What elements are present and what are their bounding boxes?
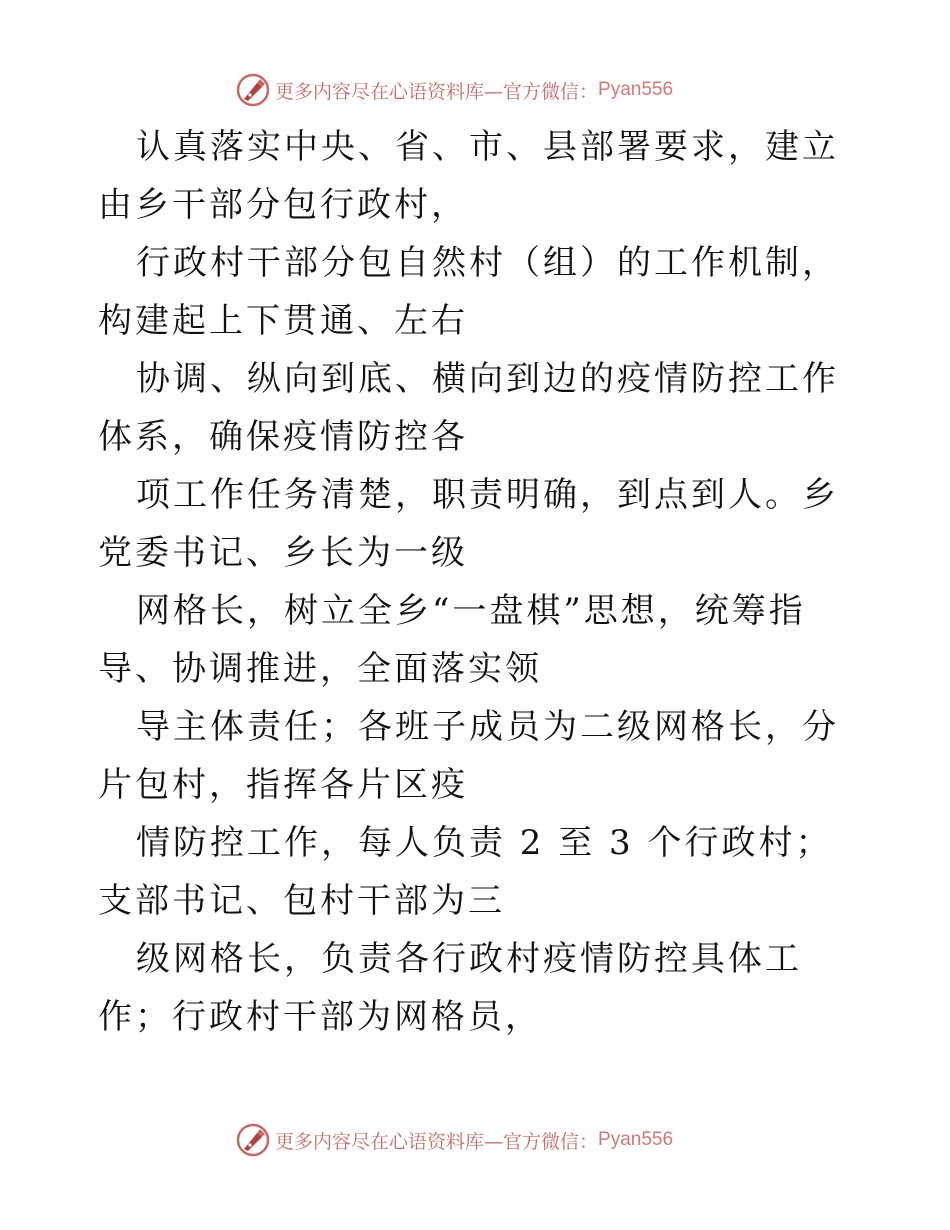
header-watermark [235, 72, 755, 108]
watermark-text: 更多内容尽在心语资料库—官方微信： [275, 80, 599, 103]
paragraph: 认真落实中央、省、市、县部署要求，建立由乡干部分包行政村， [98, 127, 839, 225]
footer-watermark [235, 1122, 755, 1158]
paragraph: 级网格长，负责各行政村疫情防控具体工作；行政村干部为网格员， [98, 939, 802, 1037]
document-body [98, 118, 858, 1046]
watermark-brand: Pyan556 [598, 1129, 674, 1150]
paragraph: 行政村干部分包自然村（组）的工作机制，构建起上下贯通、左右 [98, 243, 839, 341]
pen-nib-logo-icon [235, 1122, 271, 1158]
pen-nib-logo-icon [235, 72, 271, 108]
paragraph: 项工作任务清楚，职责明确，到点到人。乡党委书记、乡长为一级 [98, 475, 839, 573]
watermark-brand: Pyan556 [598, 79, 674, 100]
paragraph: 协调、纵向到底、横向到边的疫情防控工作体系，确保疫情防控各 [98, 359, 839, 457]
paragraph: 导主体责任；各班子成员为二级网格长，分片包村，指挥各片区疫 [98, 707, 839, 805]
watermark-text: 更多内容尽在心语资料库—官方微信： [275, 1130, 599, 1153]
paragraph: 网格长，树立全乡“一盘棋”思想，统筹指导、协调推进，全面落实领 [98, 591, 806, 689]
paragraph: 情防控工作，每人负责 2 至 3 个行政村；支部书记、包村干部为三 [98, 823, 833, 921]
